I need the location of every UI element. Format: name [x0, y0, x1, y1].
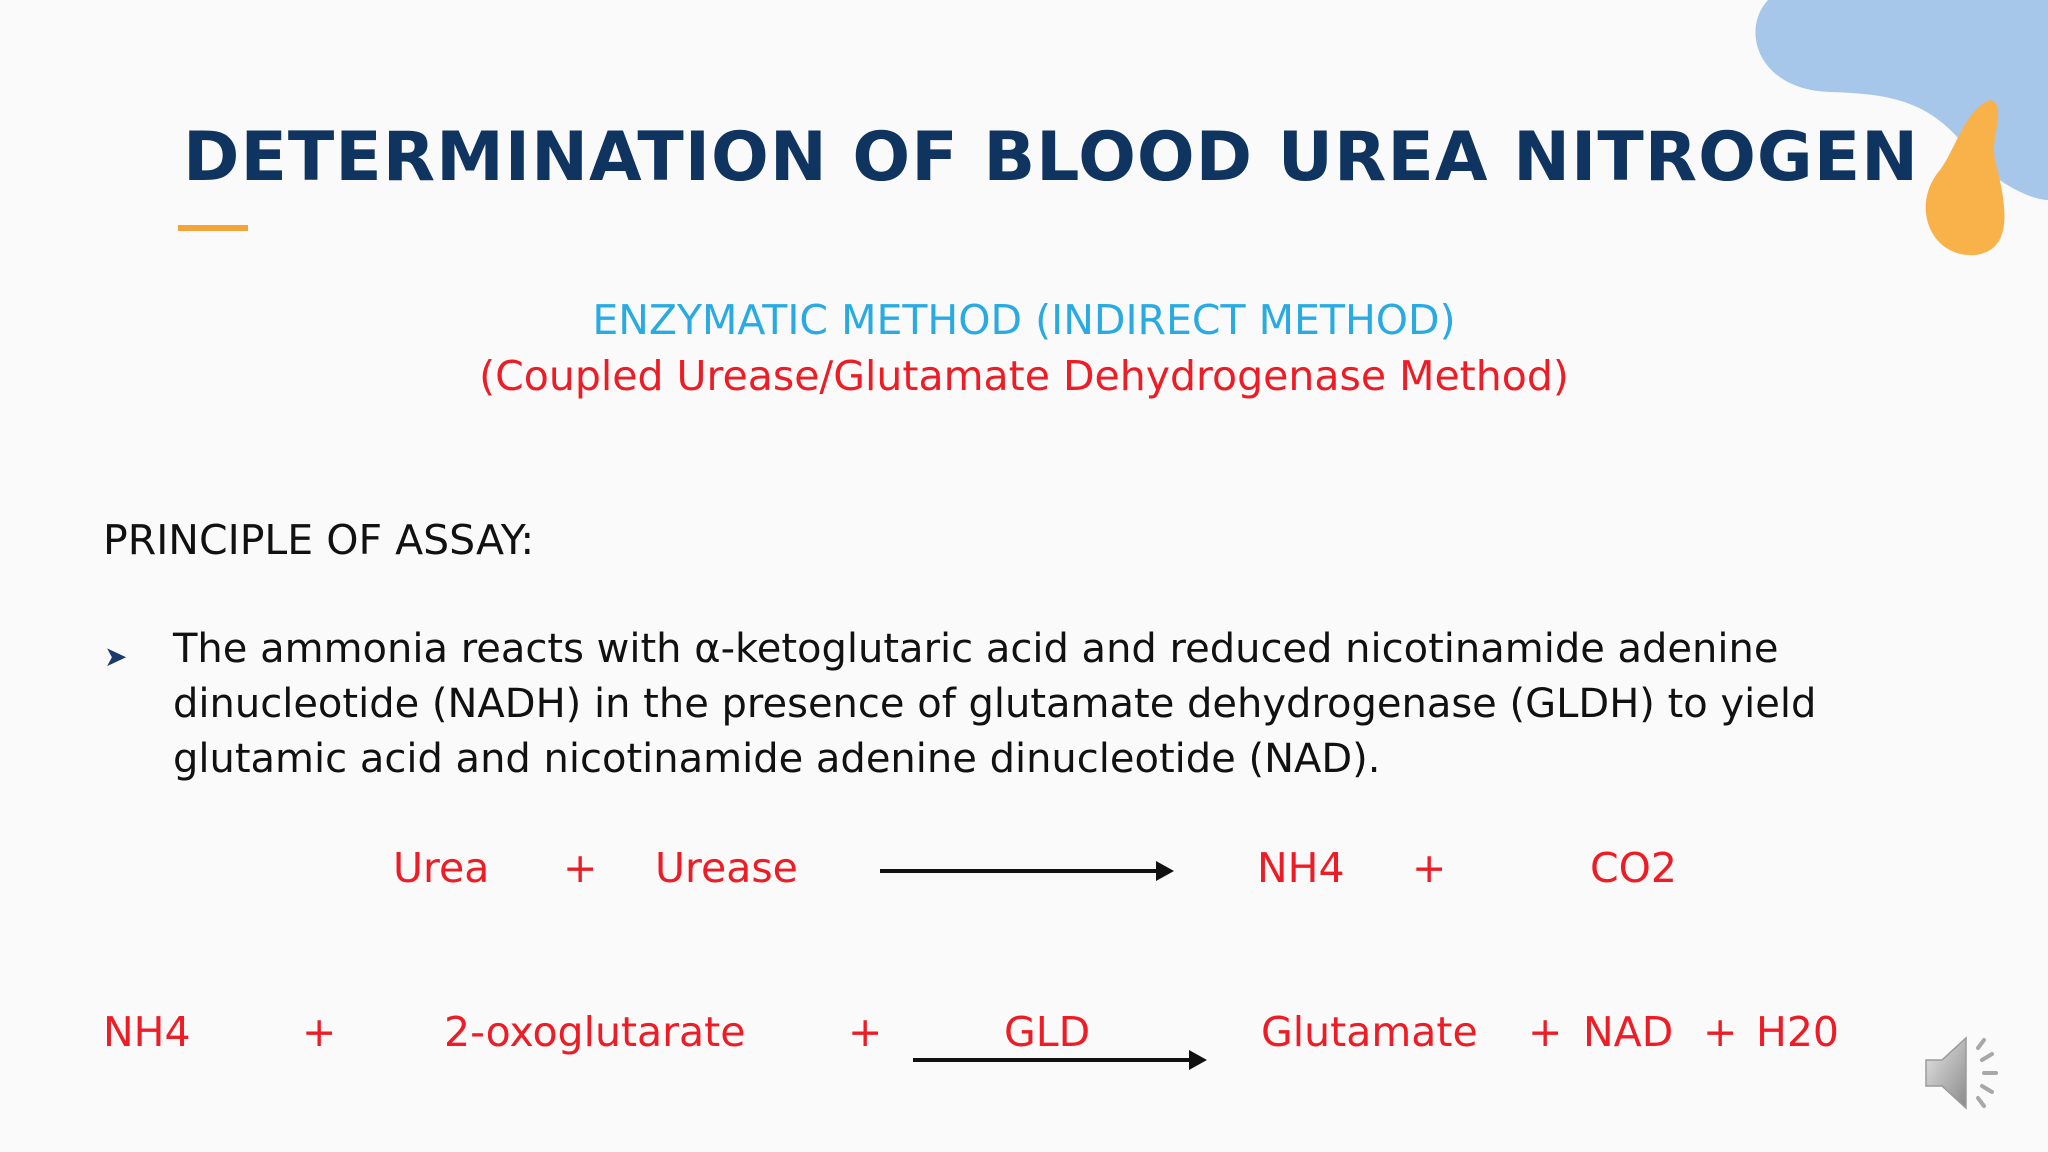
title-underline	[178, 225, 248, 231]
principle-bullet-text: The ammonia reacts with α-ketoglutaric acid and reduced nicotinamide adenine dinucleotide (NADH) in the presence of glutamate dehydrogenase (GLDH) to yield glutamic acid and nicotinamide adenine dinucleotide (NAD).	[173, 626, 1817, 782]
speaker-icon[interactable]	[1920, 1028, 2010, 1118]
r2-plus-3: +	[1528, 1008, 1563, 1056]
r1-plus-1: +	[563, 844, 598, 892]
r2-product-glutamate: Glutamate	[1261, 1008, 1478, 1056]
r2-reaction-arrow	[913, 1058, 1203, 1062]
r1-product-co2: CO2	[1590, 844, 1677, 892]
r1-reactant-urea: Urea	[393, 844, 490, 892]
slide-title: DETERMINATION OF BLOOD UREA NITROGEN	[183, 118, 1920, 197]
r2-product-h20: H20	[1756, 1008, 1840, 1056]
principle-heading: PRINCIPLE OF ASSAY:	[103, 516, 535, 564]
r2-plus-2: +	[848, 1008, 883, 1056]
r2-enzyme-gld: GLD	[1004, 1008, 1091, 1056]
arrowhead-bullet-icon: ➤	[104, 640, 128, 673]
coupled-method-subtitle: (Coupled Urease/Glutamate Dehydrogenase Method)	[479, 352, 1569, 400]
r2-product-nad: NAD	[1583, 1008, 1674, 1056]
r1-plus-2: +	[1412, 844, 1447, 892]
method-subtitle: ENZYMATIC METHOD (INDIRECT METHOD)	[592, 296, 1456, 344]
r1-reactant-urease: Urease	[655, 844, 798, 892]
r2-reactant-2-oxoglutarate: 2-oxoglutarate	[444, 1008, 746, 1056]
r2-plus-4: +	[1703, 1008, 1738, 1056]
r2-reactant-nh4: NH4	[103, 1008, 191, 1056]
r2-plus-1: +	[302, 1008, 337, 1056]
r1-product-nh4: NH4	[1257, 844, 1345, 892]
r1-reaction-arrow	[880, 869, 1170, 873]
